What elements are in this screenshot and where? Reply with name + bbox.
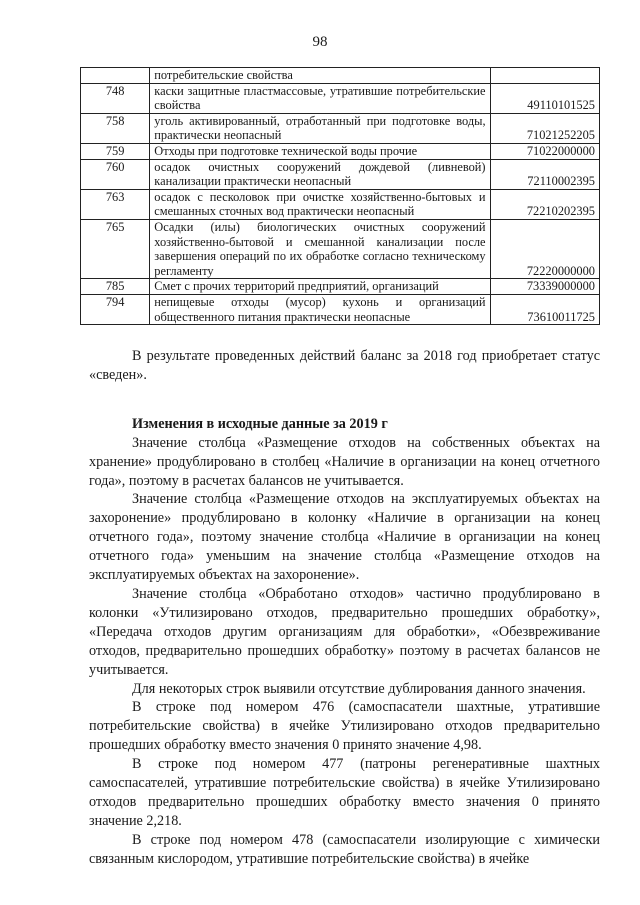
table-row (81, 143, 600, 159)
table-row (81, 294, 600, 324)
paragraph: В строке под номером 478 (самоспасатели изолирующие с химически связанным кислородом, утратившие потребительские свойства) в ячейке (89, 831, 600, 867)
page-number: 98 (312, 34, 328, 50)
row-description: осадок с песколовок при очистке хозяйственно-бытовых и смешанных сточных вод практически неопасный (150, 189, 490, 219)
paragraph: Значение столбца «Обработано отходов» частично продублировано в колонки «Утилизировано отходов, предварительно прошедших обработку», «Передача отходов другим организациям для обработки», «Обезвреживание отходов, предварительно прошедших обработку» поэтому в расчетах балансов не учитывается. (89, 585, 600, 678)
paragraph: Значение столбца «Размещение отходов на эксплуатируемых объектах на захоронение» продублировано в колонку «Наличие в организации на конец отчетного года», поэтому значение столбца «Наличие в организации на конец отчетного года» уменьшим на значение столбца «Размещение отходов на эксплуатируемых объектах на захоронение». (89, 491, 600, 584)
table-row (81, 219, 600, 278)
row-code: 72110002395 (490, 159, 599, 189)
waste-table (80, 67, 600, 325)
table-row (81, 279, 600, 295)
paragraph: В строке под номером 477 (патроны регенеративные шахтных самоспасателей, утратившие потребительские свойства) в ячейке Утилизировано отходов предварительно прошедших обработку вместо значения 0 принято значение 2,218. (89, 756, 600, 829)
row-description: осадок очистных сооружений дождевой (ливневой) канализации практически неопасный (150, 159, 490, 189)
row-code: 72210202395 (490, 189, 599, 219)
row-description: непищевые отходы (мусор) кухонь и организаций общественного питания практически неопасные (150, 294, 490, 324)
row-code: 72220000000 (490, 219, 599, 278)
row-description: Смет с прочих территорий предприятий, организаций (150, 279, 490, 295)
row-code: 73339000000 (490, 279, 599, 295)
row-number: 763 (81, 189, 150, 219)
row-description: Отходы при подготовке технической воды прочие (150, 143, 490, 159)
row-code: 71021252205 (490, 113, 599, 143)
section-heading: Изменения в исходные данные за 2019 г (132, 415, 388, 432)
body-text (89, 347, 600, 869)
row-description: потребительские свойства (150, 68, 490, 84)
row-code: 49110101525 (490, 83, 599, 113)
table-row (81, 68, 600, 84)
row-number: 748 (81, 83, 150, 113)
table-row (81, 113, 600, 143)
row-code (490, 68, 599, 84)
row-number (81, 68, 150, 84)
row-number: 759 (81, 143, 150, 159)
row-description: уголь активированный, отработанный при подготовке воды, практически неопасный (150, 113, 490, 143)
paragraph: Значение столбца «Размещение отходов на собственных объектах на хранение» продублировано в столбец «Наличие в организации на конец отчетного года», поэтому в расчетах балансов не учитывается. (89, 434, 600, 489)
row-code: 73610011725 (490, 294, 599, 324)
table-row (81, 83, 600, 113)
paragraph: В строке под номером 476 (самоспасатели шахтные, утратившие потребительские свойства) в ячейке Утилизировано отходов предварительно прошедших обработку вместо значения 0 принято значение 4,98. (89, 699, 600, 754)
row-description: Осадки (илы) биологических очистных сооружений хозяйственно-бытовой и смешанной канализации после завершения операций по их обработке согласно техническому регламенту (150, 219, 490, 278)
paragraph-balance-status: В результате проведенных действий баланс за 2018 год приобретает статус «сведен». (89, 348, 600, 383)
row-number: 785 (81, 279, 150, 295)
row-description: каски защитные пластмассовые, утратившие потребительские свойства (150, 83, 490, 113)
row-code: 71022000000 (490, 143, 599, 159)
row-number: 794 (81, 294, 150, 324)
paragraph: Для некоторых строк выявили отсутствие дублирования данного значения. (132, 680, 586, 697)
row-number: 760 (81, 159, 150, 189)
table-row (81, 189, 600, 219)
row-number: 765 (81, 219, 150, 278)
row-number: 758 (81, 113, 150, 143)
table-row (81, 159, 600, 189)
